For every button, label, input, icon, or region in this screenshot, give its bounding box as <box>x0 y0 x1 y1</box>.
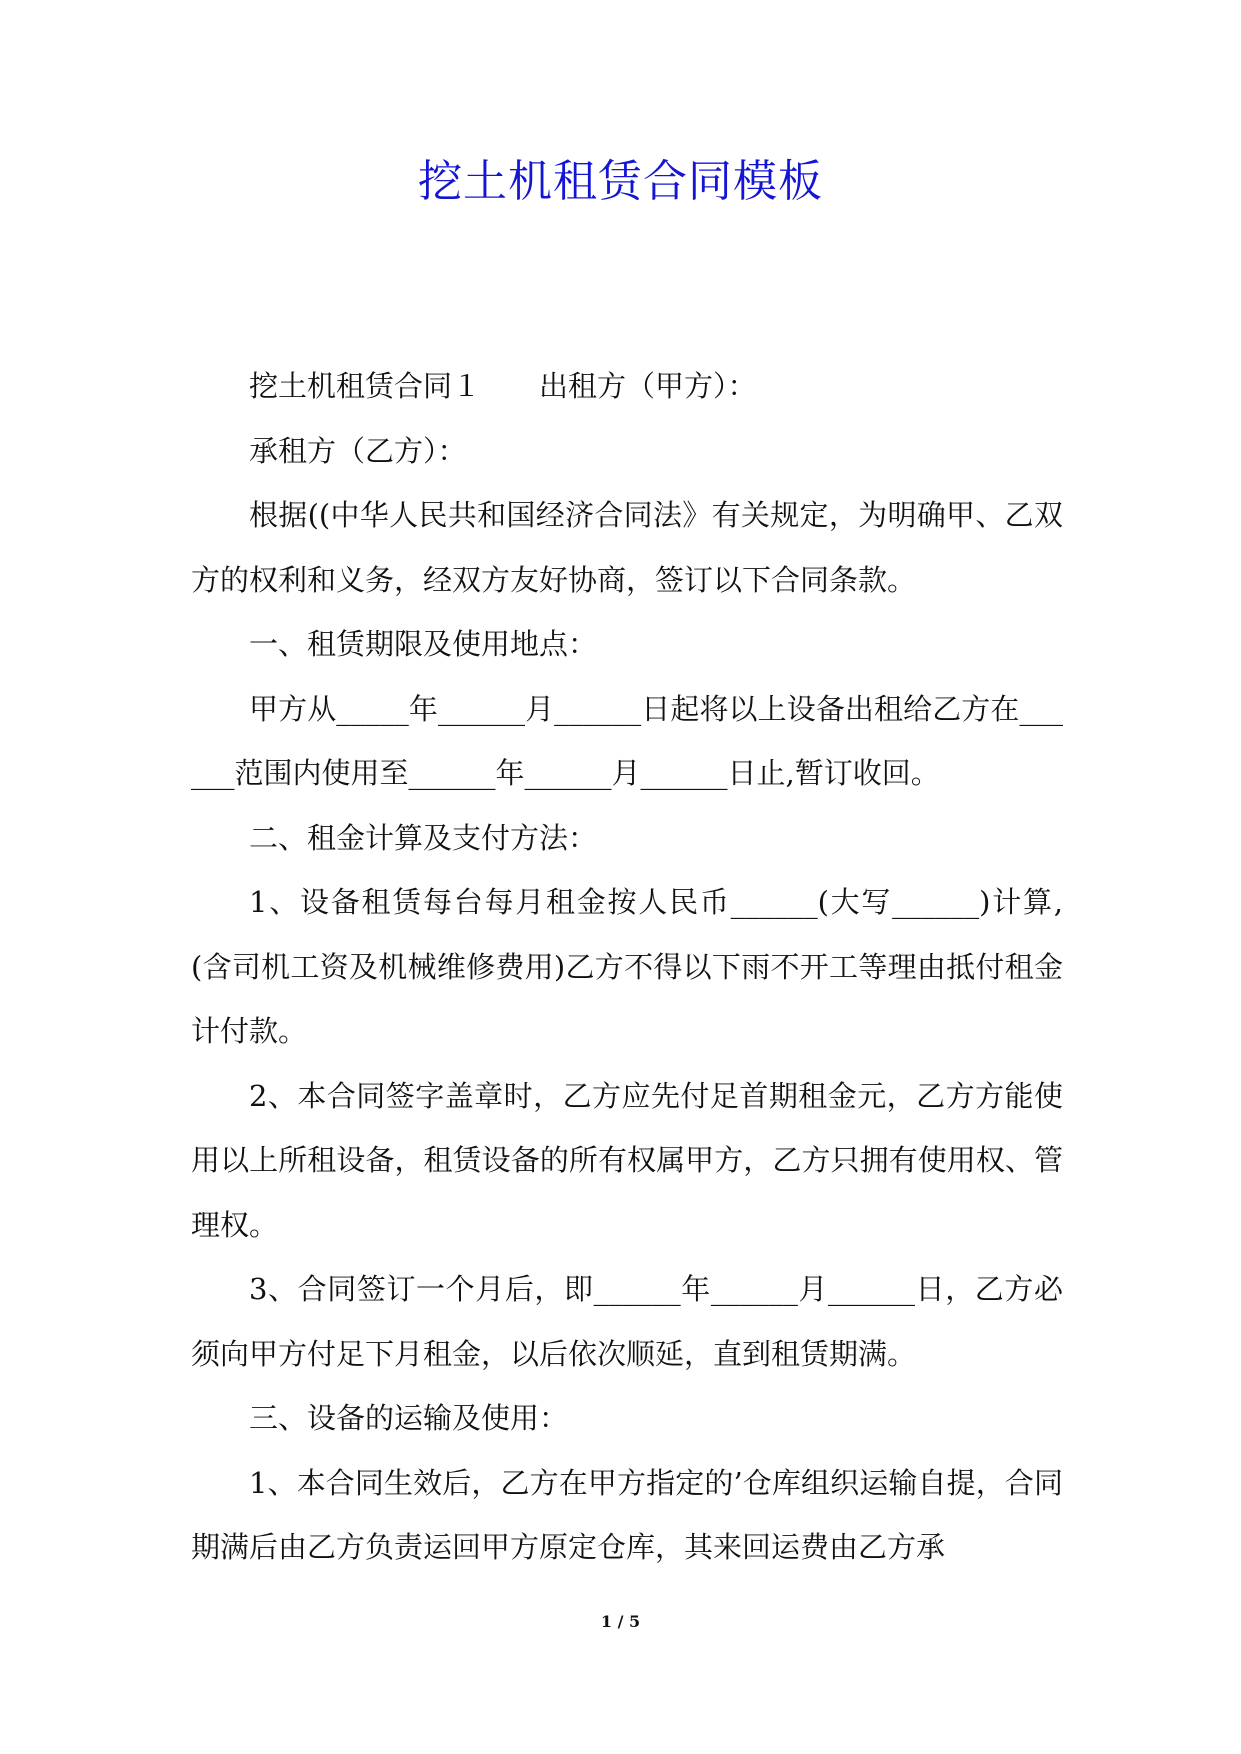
document-body <box>191 354 1063 1580</box>
section-heading-term-location: 一、租赁期限及使用地点： <box>249 627 598 661</box>
section-heading-rent-payment: 二、租金计算及支付方法： <box>249 820 598 855</box>
paragraph-transport-clause-1: 1、本合同生效后，乙方在甲方指定的’仓库组织运输自提，合同期满后由乙方负责运回甲方原定仓库，其来回运费由乙方承 <box>191 1465 1063 1564</box>
paragraph-rent-clause-2: 2、本合同签字盖章时，乙方应先付足首期租金元，乙方方能使用以上所租设备，租赁设备的所有权属甲方，乙方只拥有使用权、管理权。 <box>191 1078 1063 1242</box>
paragraph-lease-period: 甲方从_____年______月______日起将以上设备出租给乙方在______范围内使用至______年______月______日止,暂订收回。 <box>191 691 1063 790</box>
paragraph-contract-heading: 挖土机租赁合同１ 出租方（甲方）： <box>249 369 757 403</box>
paragraph-lessee: 承租方（乙方）： <box>249 433 467 468</box>
section-heading-transport-use: 三、设备的运输及使用： <box>249 1401 569 1435</box>
paragraph-preamble: 根据((中华人民共和国经济合同法》有关规定，为明确甲、乙双方的权利和义务，经双方友好协商，签订以下合同条款。 <box>191 498 1063 597</box>
paragraph-rent-clause-1: 1、设备租赁每台每月租金按人民币______(大写______)计算,(含司机工资及机械维修费用)乙方不得以下雨不开工等理由抵付租金计付款。 <box>191 885 1063 1048</box>
page-number: 1 / 5 <box>600 1612 641 1631</box>
paragraph-rent-clause-3: 3、合同签订一个月后，即______年______月______日，乙方必须向甲方付足下月租金，以后依次顺延，直到租赁期满。 <box>191 1272 1063 1371</box>
document-title: 挖土机租赁合同模板 <box>418 156 823 207</box>
